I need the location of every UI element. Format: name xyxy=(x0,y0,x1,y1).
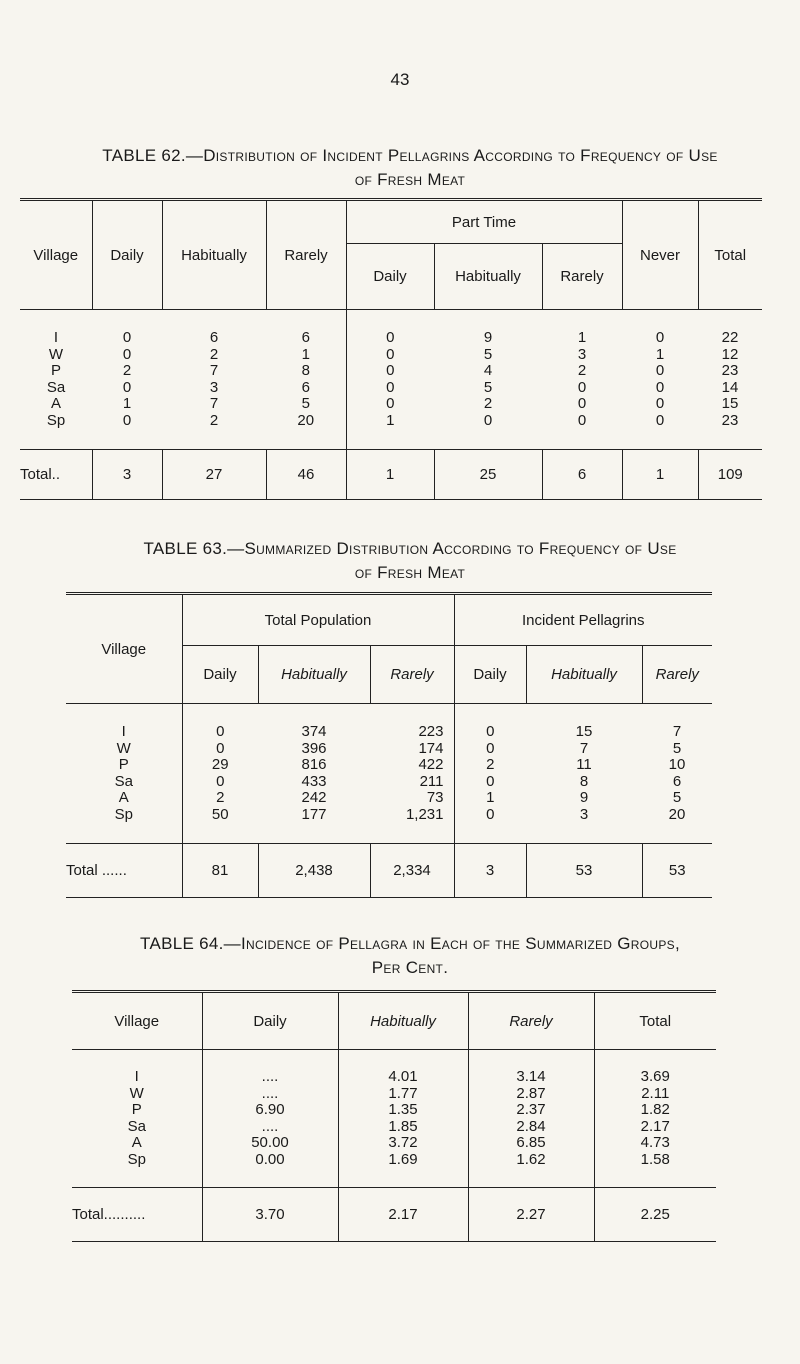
t63-cell-tp-daily: 0 xyxy=(216,772,225,790)
t64-cell-rarely: 2.87 xyxy=(516,1084,546,1102)
t62-cell-rarely: 6 xyxy=(301,329,310,346)
t63-total-tp-habitually: 2,438 xyxy=(258,844,370,898)
t63-cell-tp-rarely: 211 xyxy=(419,772,444,790)
t63-cell-ip-habitually: 11 xyxy=(576,756,592,773)
t63-cell-ip-rarely: 6 xyxy=(672,772,682,790)
t62-cell-rarely: 8 xyxy=(301,362,310,379)
t64-col-village xyxy=(72,1050,202,1188)
t64-total-total: 2.25 xyxy=(594,1188,716,1242)
t63-cell-ip-rarely: 5 xyxy=(672,789,682,806)
t64-cell-rarely: 1.62 xyxy=(516,1150,546,1168)
t63-header-total-population: Total Population xyxy=(182,594,454,646)
t64-cell-total: 3.69 xyxy=(640,1068,670,1085)
t64-cell-village: I xyxy=(134,1068,139,1085)
t62-cell-pt-habitually: 5 xyxy=(483,345,493,363)
t62-total-never: 1 xyxy=(622,450,698,500)
t62-col-never xyxy=(622,310,698,450)
t64-cell-daily: 6.90 xyxy=(255,1101,285,1118)
t64-cell-habitually: 4.01 xyxy=(388,1068,418,1085)
t62-cell-rarely: 1 xyxy=(301,345,310,363)
t62-cell-rarely: 5 xyxy=(301,395,310,412)
t62-total-pt-habitually: 25 xyxy=(434,450,542,500)
t63-cell-tp-rarely: 73 xyxy=(426,789,444,806)
t62-cell-pt-daily: 0 xyxy=(386,395,395,412)
t63-header-tp-rarely: Rarely xyxy=(370,646,454,704)
t62-col-total xyxy=(698,310,762,450)
t63-cell-tp-habitually: 396 xyxy=(301,739,327,757)
t62-cell-never: 0 xyxy=(655,329,665,346)
t62-total-daily: 3 xyxy=(92,450,162,500)
t62-cell-habitually: 2 xyxy=(209,411,219,429)
table62-title: —Distribution of Incident Pellagrins According to Frequency of Use xyxy=(185,146,718,165)
t62-cell-habitually: 2 xyxy=(209,345,219,363)
t64-cell-total: 1.82 xyxy=(640,1101,670,1118)
t62-header-never: Never xyxy=(622,200,698,310)
t62-cell-rarely: 6 xyxy=(301,378,310,396)
t63-col-tp-habitually xyxy=(258,704,370,844)
t64-col-total xyxy=(594,1050,716,1188)
t64-total-habitually: 2.17 xyxy=(338,1188,468,1242)
t62-cell-pt-daily: 1 xyxy=(386,411,395,429)
t63-cell-ip-rarely: 10 xyxy=(668,756,686,773)
t64-total-label: Total.......... xyxy=(72,1206,146,1223)
t63-cell-tp-daily: 2 xyxy=(216,789,225,806)
t63-cell-ip-rarely: 7 xyxy=(672,723,682,740)
t63-cell-ip-daily: 0 xyxy=(486,739,495,757)
t62-header-village: Village xyxy=(33,246,79,264)
t64-cell-village: Sa xyxy=(127,1117,146,1135)
t63-cell-tp-daily: 29 xyxy=(211,756,229,773)
t64-col-habitually xyxy=(338,1050,468,1188)
t64-cell-village: Sp xyxy=(127,1150,146,1168)
t63-col-ip-daily xyxy=(454,704,526,844)
t64-cell-rarely: 2.84 xyxy=(516,1117,546,1135)
t63-cell-village: I xyxy=(121,723,126,740)
t62-cell-total: 12 xyxy=(721,345,739,363)
t63-cell-ip-habitually: 3 xyxy=(579,805,589,823)
t62-cell-total: 23 xyxy=(721,411,739,429)
t62-cell-pt-daily: 0 xyxy=(386,362,395,379)
t62-cell-pt-habitually: 9 xyxy=(483,329,493,346)
t62-total-label: Total.. xyxy=(20,466,61,483)
t63-cell-ip-habitually: 9 xyxy=(579,789,589,806)
t62-total-pt-daily: 1 xyxy=(346,450,434,500)
t62-cell-total: 22 xyxy=(721,329,739,346)
t62-cell-village: P xyxy=(50,362,61,379)
t64-cell-habitually: 1.69 xyxy=(388,1150,418,1168)
t64-header-daily: Daily xyxy=(202,992,338,1050)
t64-cell-total: 1.58 xyxy=(640,1150,670,1168)
t63-cell-ip-rarely: 5 xyxy=(672,739,682,757)
table63 xyxy=(66,592,712,898)
t62-col-daily xyxy=(92,310,162,450)
t62-cell-pt-habitually: 2 xyxy=(483,395,493,412)
t62-total-habitually: 27 xyxy=(162,450,266,500)
t64-cell-village: W xyxy=(129,1084,144,1102)
t62-cell-total: 15 xyxy=(721,395,739,412)
t63-cell-tp-rarely: 174 xyxy=(418,739,444,757)
t62-cell-village: Sa xyxy=(46,378,66,396)
t62-header-rarely: Rarely xyxy=(266,200,346,310)
t63-header-ip-rarely: Rarely xyxy=(642,646,712,704)
t63-cell-ip-habitually: 7 xyxy=(579,739,589,757)
table64-title-line2: Per Cent. xyxy=(371,958,449,977)
t62-cell-never: 0 xyxy=(655,411,665,429)
page-number: 43 xyxy=(390,70,410,89)
t63-cell-tp-rarely: 422 xyxy=(418,756,444,773)
t64-header-village: Village xyxy=(114,1012,160,1030)
t64-col-daily xyxy=(202,1050,338,1188)
t63-cell-tp-rarely: 223 xyxy=(418,723,444,740)
t64-cell-village: P xyxy=(131,1101,142,1118)
t63-cell-ip-habitually: 15 xyxy=(575,723,593,740)
t63-col-ip-habitually xyxy=(526,704,642,844)
t62-cell-daily: 0 xyxy=(122,329,132,346)
t62-cell-never: 1 xyxy=(655,345,665,363)
t63-total-ip-daily: 3 xyxy=(454,844,526,898)
t62-cell-pt-daily: 0 xyxy=(386,329,395,346)
t63-cell-village: A xyxy=(118,789,129,806)
t63-cell-tp-daily: 0 xyxy=(216,739,225,757)
t62-cell-daily: 0 xyxy=(122,378,132,396)
t64-total-rarely: 2.27 xyxy=(468,1188,594,1242)
t62-cell-pt-habitually: 5 xyxy=(483,378,493,396)
t64-cell-habitually: 1.35 xyxy=(388,1101,418,1118)
t62-cell-total: 23 xyxy=(721,362,739,379)
table62-label: TABLE 62. xyxy=(102,146,186,165)
t64-header-rarely: Rarely xyxy=(468,992,594,1050)
t64-header-total: Total xyxy=(594,992,716,1050)
t63-cell-tp-habitually: 433 xyxy=(301,772,327,790)
t62-col-village xyxy=(20,310,92,450)
t62-cell-daily: 0 xyxy=(122,411,132,429)
t63-cell-tp-rarely: 1,231 xyxy=(405,805,444,823)
t62-cell-pt-rarely: 3 xyxy=(577,345,587,363)
t62-cell-never: 0 xyxy=(655,378,665,396)
t64-cell-habitually: 3.72 xyxy=(388,1134,418,1151)
t64-cell-village: A xyxy=(131,1134,142,1151)
t63-col-tp-daily xyxy=(182,704,258,844)
t63-total-ip-rarely: 53 xyxy=(642,844,712,898)
t62-total-total: 109 xyxy=(698,450,762,500)
t64-cell-daily: .... xyxy=(261,1068,279,1085)
t63-cell-tp-daily: 50 xyxy=(211,805,229,823)
t63-col-village xyxy=(66,704,182,844)
t63-cell-ip-daily: 0 xyxy=(486,772,495,790)
t63-cell-village: Sp xyxy=(114,805,133,823)
t63-cell-ip-daily: 1 xyxy=(486,789,495,806)
t62-header-daily: Daily xyxy=(92,200,162,310)
t62-cell-pt-rarely: 0 xyxy=(577,395,587,412)
t63-cell-ip-habitually: 8 xyxy=(579,772,589,790)
t63-cell-village: Sa xyxy=(114,772,133,790)
t63-cell-tp-habitually: 816 xyxy=(301,756,327,773)
table62-title-line2: of Fresh Meat xyxy=(354,170,466,189)
t64-cell-total: 2.17 xyxy=(640,1117,670,1135)
table63-caption xyxy=(60,537,760,585)
table63-label: TABLE 63. xyxy=(143,539,228,558)
t62-col-pt-habitually xyxy=(434,310,542,450)
t64-cell-daily: .... xyxy=(261,1084,279,1102)
t63-cell-tp-habitually: 374 xyxy=(301,723,327,740)
t62-cell-never: 0 xyxy=(655,395,665,412)
t62-cell-pt-rarely: 0 xyxy=(577,378,587,396)
t64-cell-habitually: 1.77 xyxy=(388,1084,418,1102)
t64-cell-rarely: 3.14 xyxy=(516,1068,546,1085)
t62-cell-pt-daily: 0 xyxy=(386,345,395,363)
t62-cell-daily: 2 xyxy=(122,362,132,379)
table63-title-line2: of Fresh Meat xyxy=(354,563,466,582)
t63-total-tp-rarely: 2,334 xyxy=(370,844,454,898)
t64-cell-daily: 50.00 xyxy=(251,1134,289,1151)
t63-cell-tp-habitually: 242 xyxy=(301,789,327,806)
t62-col-habitually xyxy=(162,310,266,450)
t64-cell-total: 4.73 xyxy=(640,1134,670,1151)
t62-cell-village: I xyxy=(53,329,59,346)
table64-label: TABLE 64. xyxy=(140,934,224,953)
t63-total-ip-habitually: 53 xyxy=(526,844,642,898)
t62-cell-daily: 1 xyxy=(122,395,132,412)
t63-header-ip-daily: Daily xyxy=(454,646,526,704)
t62-cell-rarely: 20 xyxy=(297,411,315,429)
t63-header-tp-habitually: Habitually xyxy=(258,646,370,704)
t62-cell-habitually: 3 xyxy=(209,378,219,396)
t63-header-incident-pellagrins: Incident Pellagrins xyxy=(454,594,712,646)
t62-cell-village: W xyxy=(48,345,64,363)
t64-cell-daily: 0.00 xyxy=(255,1150,285,1168)
t62-header-total: Total xyxy=(698,200,762,310)
t62-cell-pt-rarely: 1 xyxy=(577,329,587,346)
t63-header-tp-daily: Daily xyxy=(182,646,258,704)
table63-title: —Summarized Distribution According to Frequency of Use xyxy=(227,539,677,558)
t62-header-pt-daily: Daily xyxy=(346,244,434,310)
t62-cell-habitually: 6 xyxy=(209,329,219,346)
table64 xyxy=(72,990,716,1242)
t62-total-pt-rarely: 6 xyxy=(542,450,622,500)
t62-col-pt-daily xyxy=(346,310,434,450)
t62-col-rarely xyxy=(266,310,346,450)
t62-cell-pt-daily: 0 xyxy=(386,378,395,396)
t63-header-village: Village xyxy=(101,640,147,658)
t62-cell-village: A xyxy=(50,395,61,412)
t64-total-daily: 3.70 xyxy=(202,1188,338,1242)
t63-total-label: Total ...... xyxy=(66,862,127,879)
t62-header-habitually: Habitually xyxy=(162,200,266,310)
t62-total-rarely: 46 xyxy=(266,450,346,500)
t63-cell-ip-daily: 2 xyxy=(486,756,495,773)
t64-cell-rarely: 2.37 xyxy=(516,1101,546,1118)
t63-cell-ip-daily: 0 xyxy=(486,723,495,740)
t63-header-ip-habitually: Habitually xyxy=(526,646,642,704)
t63-col-tp-rarely xyxy=(370,704,454,844)
t62-header-part-time: Part Time xyxy=(346,200,622,244)
t64-cell-rarely: 6.85 xyxy=(516,1134,546,1151)
table62-caption xyxy=(60,144,760,192)
t63-col-ip-rarely xyxy=(642,704,712,844)
t62-cell-habitually: 7 xyxy=(209,362,219,379)
table64-caption xyxy=(60,932,760,980)
t62-cell-pt-rarely: 2 xyxy=(577,362,587,379)
t63-cell-ip-rarely: 20 xyxy=(668,805,686,823)
t63-cell-tp-daily: 0 xyxy=(216,723,225,740)
t63-total-tp-daily: 81 xyxy=(182,844,258,898)
t62-col-pt-rarely xyxy=(542,310,622,450)
t64-col-rarely xyxy=(468,1050,594,1188)
table62 xyxy=(20,198,762,500)
t64-cell-total: 2.11 xyxy=(641,1084,670,1102)
t62-cell-total: 14 xyxy=(721,378,739,396)
t62-cell-pt-habitually: 0 xyxy=(483,411,493,429)
t62-cell-pt-habitually: 4 xyxy=(483,362,493,379)
t64-header-habitually: Habitually xyxy=(338,992,468,1050)
t62-header-pt-habitually: Habitually xyxy=(434,244,542,310)
t62-cell-never: 0 xyxy=(655,362,665,379)
t63-cell-tp-habitually: 177 xyxy=(301,805,327,823)
t62-cell-village: Sp xyxy=(46,411,66,429)
table64-title: —Incidence of Pellagra in Each of the Summarized Groups, xyxy=(223,934,680,953)
t63-cell-village: P xyxy=(118,756,129,773)
t62-cell-habitually: 7 xyxy=(209,395,219,412)
t63-cell-ip-daily: 0 xyxy=(486,805,495,823)
t64-cell-habitually: 1.85 xyxy=(388,1117,418,1135)
t62-cell-daily: 0 xyxy=(122,345,132,363)
t62-cell-pt-rarely: 0 xyxy=(577,411,587,429)
t63-cell-village: W xyxy=(116,739,131,757)
t62-header-pt-rarely: Rarely xyxy=(542,244,622,310)
t64-cell-daily: .... xyxy=(261,1117,279,1135)
